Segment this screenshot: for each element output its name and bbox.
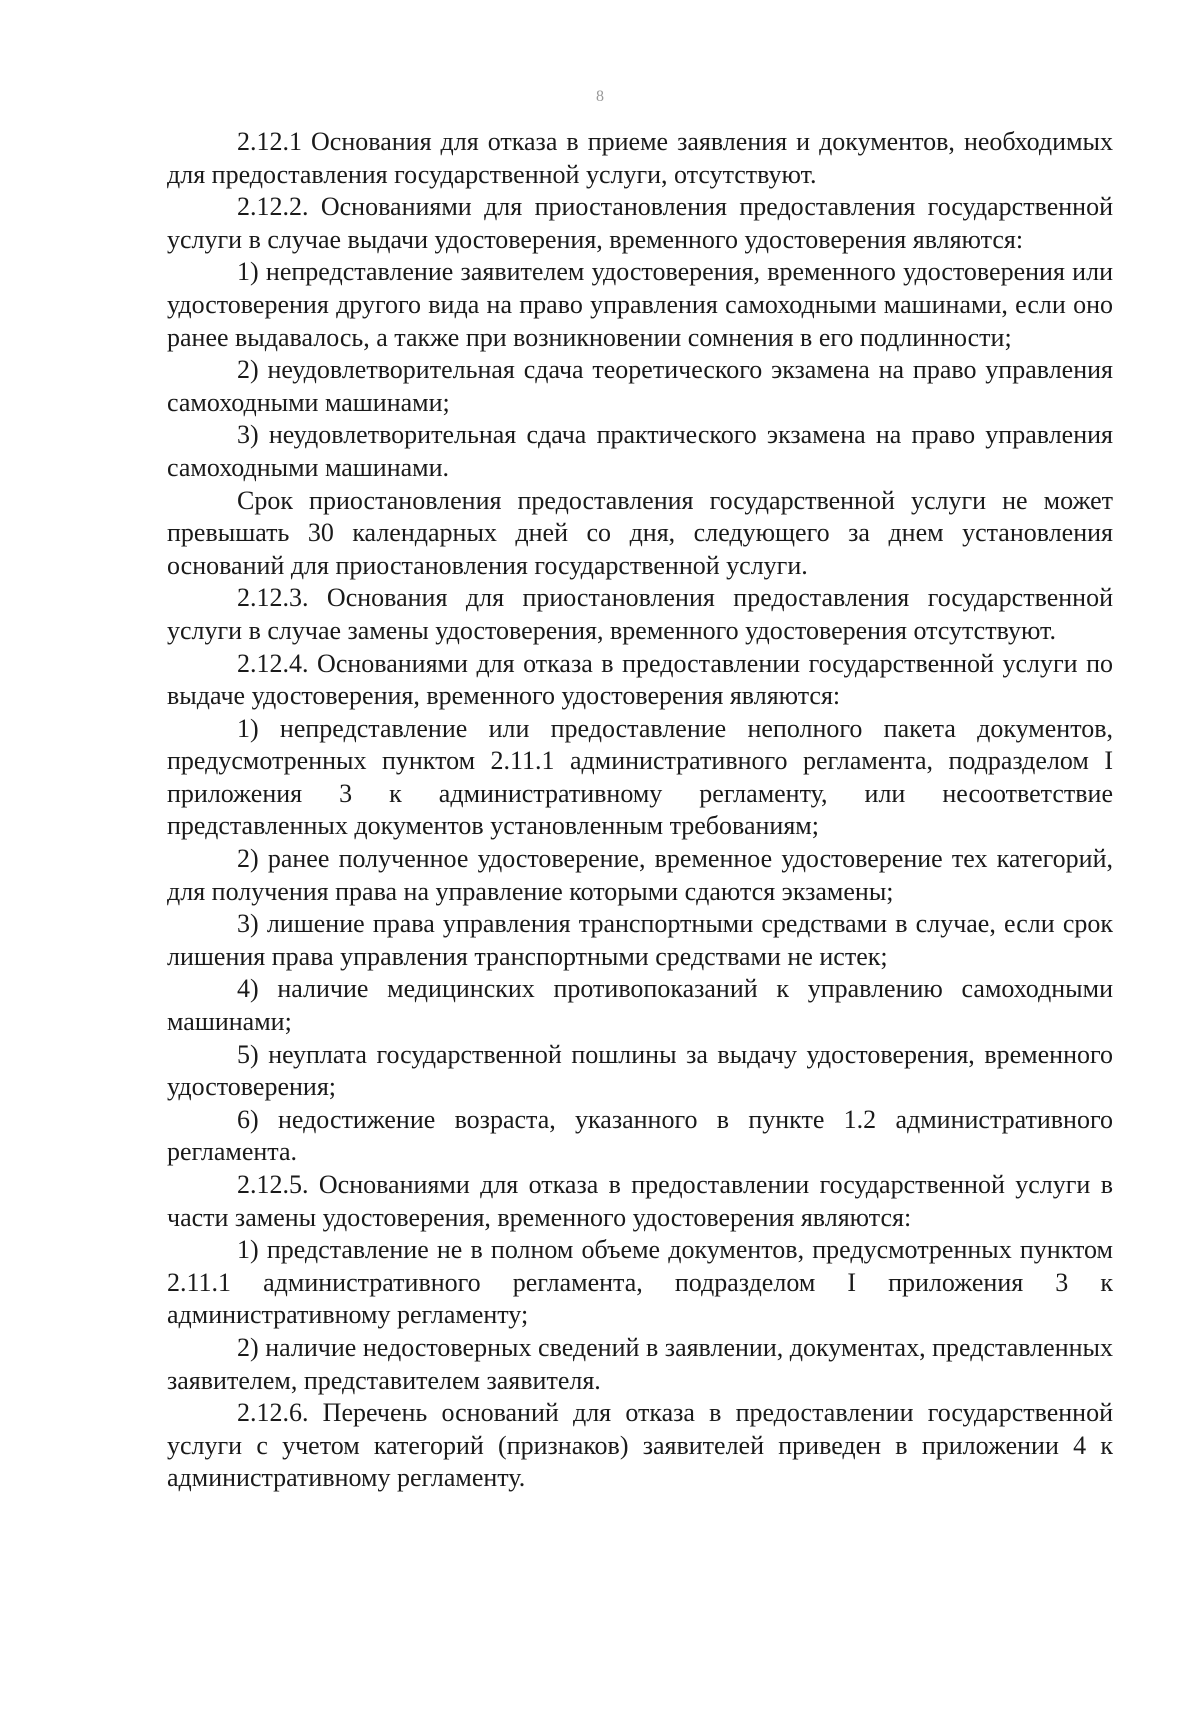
list-item-2-12-4-3: 3) лишение права управления транспортными средствами в случае, если срок лишения права управления транспортными средствами не истек; [167,909,1113,971]
list-item-2-12-2-2: 2) неудовлетворительная сдача теоретического экзамена на право управления самоходными машинами; [167,355,1113,417]
paragraph-2-12-2: 2.12.2. Основаниями для приостановления предоставления государственной услуги в случае выдачи удостоверения, временного удостоверения являются: [167,192,1113,254]
list-item-2-12-4-5: 5) неуплата государственной пошлины за выдачу удостоверения, временного удостоверения; [167,1039,1113,1102]
list-item-2-12-5-2: 2) наличие недостоверных сведений в заявлении, документах, представленных заявителем, представителем заявителя. [167,1332,1113,1395]
list-item-2-12-2-3: 3) неудовлетворительная сдача практического экзамена на право управления самоходными машинами. [167,420,1113,482]
list-item-2-12-2-1: 1) непредставление заявителем удостоверения, временного удостоверения или удостоверения другого вида на право управления самоходными машинами, если оно ранее выдавалось, а также при возникновении сомнения в его подлинности; [167,257,1113,352]
list-item-2-12-4-6: 6) недостижение возраста, указанного в пункте 1.2 административного регламента. [167,1104,1113,1167]
paragraph-2-12-4: 2.12.4. Основаниями для отказа в предоставлении государственной услуги по выдаче удостоверения, временного удостоверения являются: [167,648,1113,711]
paragraph-2-12-5: 2.12.5. Основаниями для отказа в предоставлении государственной услуги в части замены удостоверения, временного удостоверения являются: [167,1170,1113,1232]
page-number: 8 [596,88,604,105]
paragraph-2-12-1: 2.12.1 Основания для отказа в приеме заявления и документов, необходимых для предоставления государственной услуги, отсутствуют. [167,127,1113,189]
document-body [167,126,1113,1495]
paragraph-2-12-6: 2.12.6. Перечень оснований для отказа в предоставлении государственной услуги с учетом категорий (признаков) заявителей приведен в приложении 4 к административному регламенту. [167,1398,1113,1493]
list-item-2-12-4-2: 2) ранее полученное удостоверение, временное удостоверение тех категорий, для получения права на управление которыми сдаются экзамены; [167,844,1113,906]
list-item-2-12-5-1: 1) представление не в полном объеме документов, предусмотренных пунктом 2.11.1 административного регламента, подразделом I приложения 3 к административному регламенту; [167,1235,1113,1330]
list-item-2-12-4-4: 4) наличие медицинских противопоказаний к управлению самоходными машинами; [167,974,1113,1037]
paragraph-suspension-term: Срок приостановления предоставления государственной услуги не может превышать 30 календарных дней со дня, следующего за днем установления оснований для приостановления государственной услуги. [167,485,1113,580]
paragraph-2-12-3: 2.12.3. Основания для приостановления предоставления государственной услуги в случае замены удостоверения, временного удостоверения отсутствуют. [167,583,1113,645]
list-item-2-12-4-1: 1) непредставление или предоставление неполного пакета документов, предусмотренных пунктом 2.11.1 административного регламента, подразделом I приложения 3 к административному регламенту, или несоответствие представленных документов установленным требованиям; [167,713,1113,841]
